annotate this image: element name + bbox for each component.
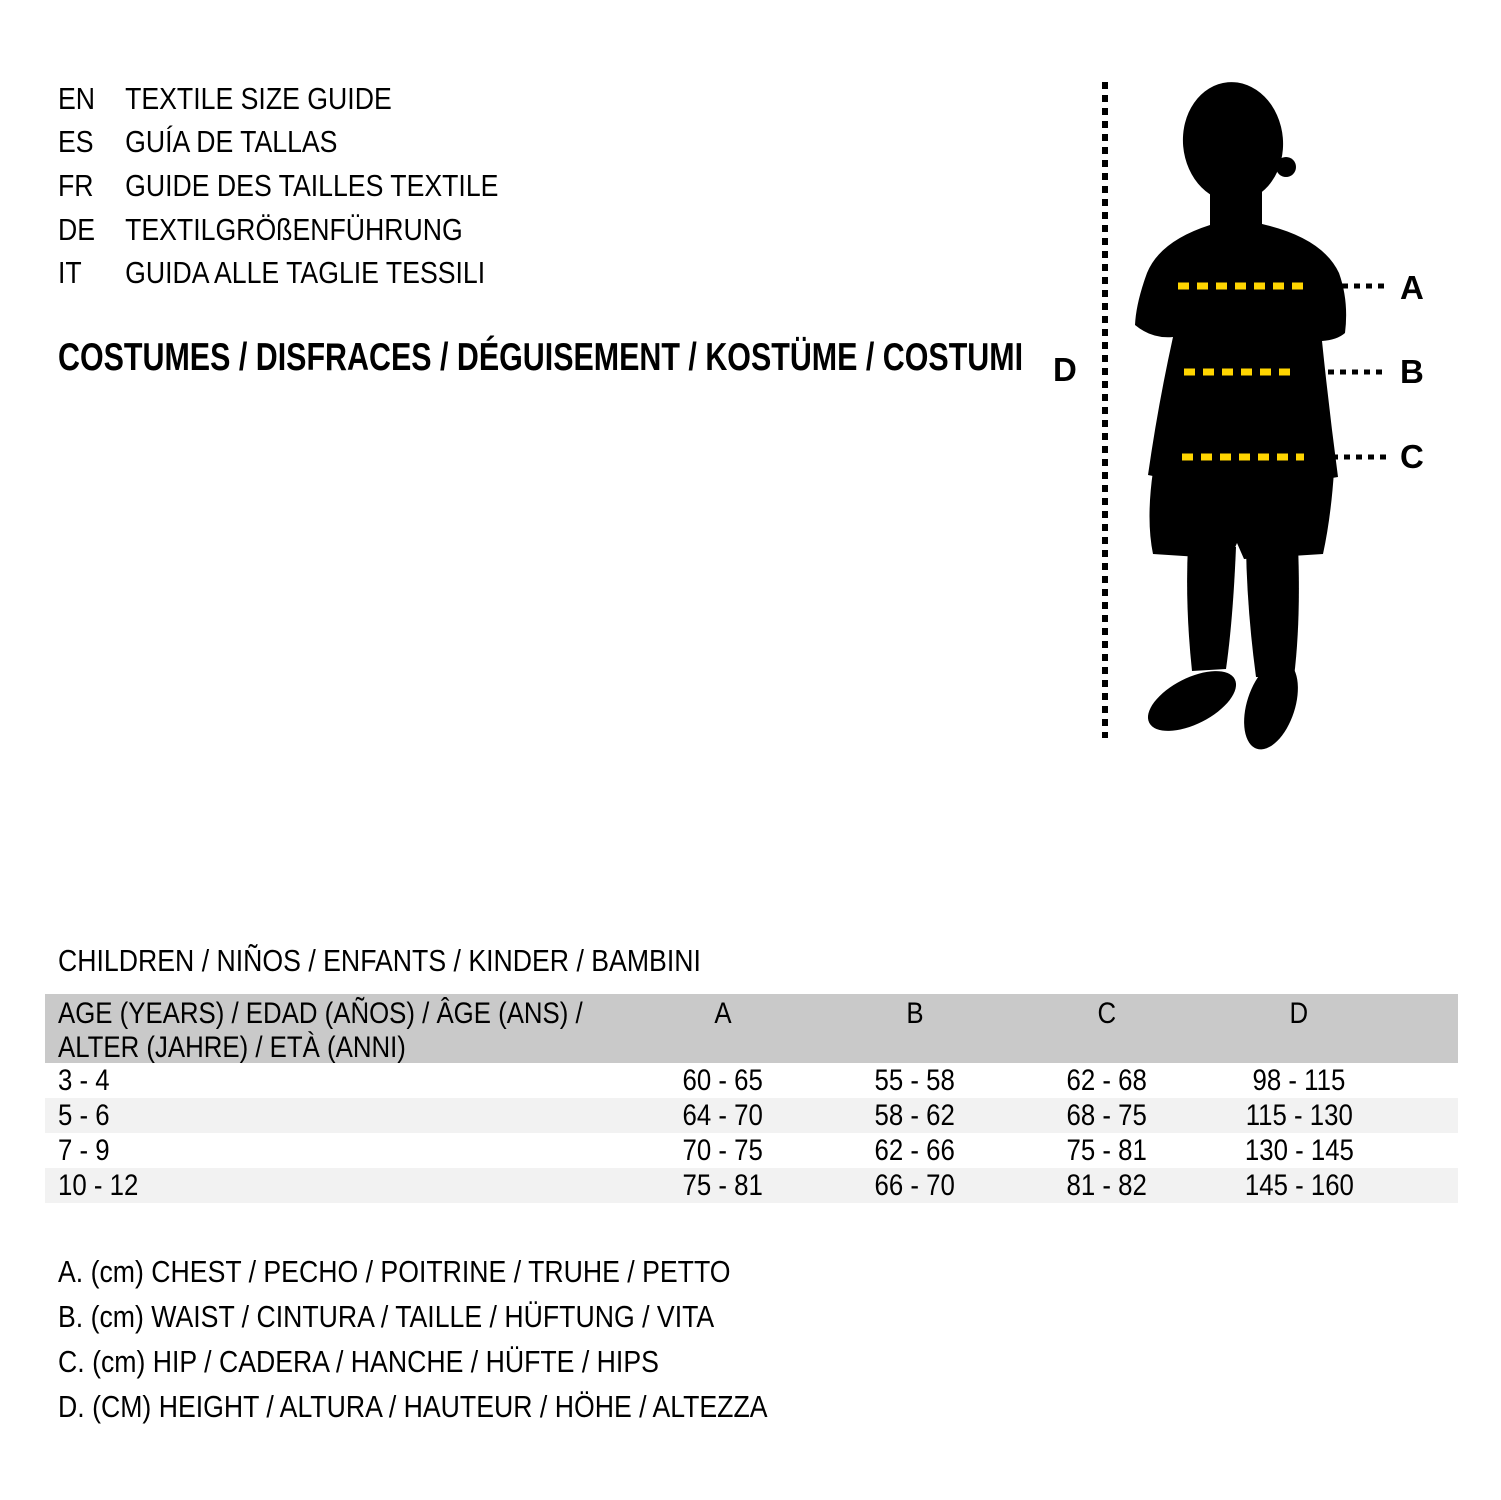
language-code: IT	[58, 255, 82, 291]
height-range-cell	[1203, 1098, 1395, 1133]
table-row	[45, 1133, 1458, 1168]
height-range-value: 145 - 160	[1244, 1169, 1354, 1202]
category-title-text: COSTUMES / DISFRACES / DÉGUISEMENT / KOSTÜME / COSTUMI	[58, 336, 1024, 379]
height-range-cell	[1203, 1133, 1395, 1168]
label-waist-b: B	[1400, 353, 1424, 390]
language-code: ES	[58, 124, 94, 160]
legend-waist-text: B. (cm) WAIST / CINTURA / TAILLE / HÜFTUNG / VITA	[58, 1299, 715, 1334]
table-row	[45, 1098, 1458, 1133]
age-cell	[45, 1133, 627, 1168]
col-header-a	[627, 994, 819, 1065]
age-cell	[45, 1098, 627, 1133]
waist-range-cell	[819, 1168, 1011, 1203]
language-row	[58, 208, 570, 252]
chest-range-value: 64 - 70	[682, 1099, 764, 1132]
waist-range-value: 62 - 66	[874, 1134, 956, 1167]
language-code: EN	[58, 80, 96, 116]
hip-range-cell	[1011, 1063, 1203, 1098]
waist-range-value: 58 - 62	[874, 1099, 956, 1132]
language-code: FR	[58, 167, 94, 203]
hip-range-value: 81 - 82	[1066, 1169, 1148, 1202]
hip-range-value: 75 - 81	[1066, 1134, 1148, 1167]
height-range-cell	[1203, 1063, 1395, 1098]
table-row	[45, 1063, 1458, 1098]
legend-height-text: D. (CM) HEIGHT / ALTURA / HAUTEUR / HÖHE / ALTEZZA	[58, 1389, 768, 1424]
language-code: DE	[58, 211, 96, 247]
spacer-cell	[1395, 1168, 1458, 1203]
chest-range-cell	[627, 1098, 819, 1133]
chest-range-value: 75 - 81	[682, 1169, 764, 1202]
age-header-cell	[45, 994, 627, 1065]
col-header-d-text: D	[1289, 997, 1309, 1030]
children-section-title-text: CHILDREN / NIÑOS / ENFANTS / KINDER / BAMBINI	[58, 943, 701, 978]
chest-range-value: 70 - 75	[682, 1134, 764, 1167]
col-header-b	[819, 994, 1011, 1065]
height-range-value: 98 - 115	[1252, 1064, 1346, 1097]
age-header-line2: ALTER (JAHRE) / ETÀ (ANNI)	[58, 1031, 406, 1064]
age-cell	[45, 1168, 627, 1203]
height-range-cell	[1203, 1168, 1395, 1203]
table-row	[45, 1168, 1458, 1203]
language-label: GUIDE DES TAILLES TEXTILE	[125, 167, 499, 203]
height-range-value: 130 - 145	[1244, 1134, 1354, 1167]
waist-range-cell	[819, 1133, 1011, 1168]
waist-range-value: 66 - 70	[874, 1169, 956, 1202]
hip-range-value: 62 - 68	[1066, 1064, 1148, 1097]
language-row	[58, 164, 570, 208]
legend-item	[58, 1249, 883, 1294]
legend-chest-text: A. (cm) CHEST / PECHO / POITRINE / TRUHE / PETTO	[58, 1254, 731, 1289]
col-header-d	[1203, 994, 1395, 1065]
hip-range-value: 68 - 75	[1066, 1099, 1148, 1132]
legend-item	[58, 1294, 883, 1339]
size-table	[45, 994, 1458, 1203]
age-value: 7 - 9	[58, 1134, 110, 1167]
language-list	[58, 77, 570, 295]
chest-range-cell	[627, 1133, 819, 1168]
header-spacer-cell	[1395, 994, 1458, 1065]
child-silhouette-icon	[1135, 78, 1346, 755]
age-value: 10 - 12	[58, 1169, 139, 1202]
chest-range-cell	[627, 1063, 819, 1098]
language-label: GUIDA ALLE TAGLIE TESSILI	[125, 255, 486, 291]
language-label: TEXTILE SIZE GUIDE	[125, 80, 392, 116]
age-header-line1: AGE (YEARS) / EDAD (AÑOS) / ÂGE (ANS) /	[58, 997, 583, 1030]
table-header-row	[45, 994, 1458, 1063]
age-value: 3 - 4	[58, 1064, 110, 1097]
hip-range-cell	[1011, 1168, 1203, 1203]
language-row	[58, 251, 570, 295]
measurement-figure	[1040, 75, 1460, 755]
age-value: 5 - 6	[58, 1099, 110, 1132]
language-row	[58, 77, 570, 121]
label-chest-a: A	[1400, 269, 1424, 306]
language-label: TEXTILGRÖßENFÜHRUNG	[125, 211, 463, 247]
col-header-b-text: B	[906, 997, 924, 1030]
label-height-d: D	[1053, 351, 1077, 388]
waist-range-cell	[819, 1098, 1011, 1133]
spacer-cell	[1395, 1133, 1458, 1168]
children-section-title	[58, 945, 806, 977]
legend-item	[58, 1384, 883, 1429]
spacer-cell	[1395, 1063, 1458, 1098]
height-range-value: 115 - 130	[1245, 1099, 1353, 1132]
hip-range-cell	[1011, 1098, 1203, 1133]
col-header-c	[1011, 994, 1203, 1065]
chest-range-cell	[627, 1168, 819, 1203]
measure-legend	[58, 1249, 883, 1429]
col-header-a-text: A	[714, 997, 732, 1030]
spacer-cell	[1395, 1098, 1458, 1133]
waist-range-value: 55 - 58	[874, 1064, 956, 1097]
chest-range-value: 60 - 65	[682, 1064, 764, 1097]
waist-range-cell	[819, 1063, 1011, 1098]
language-label: GUÍA DE TALLAS	[125, 124, 338, 160]
legend-item	[58, 1339, 883, 1384]
col-header-c-text: C	[1097, 997, 1117, 1030]
legend-hip-text: C. (cm) HIP / CADERA / HANCHE / HÜFTE / HIPS	[58, 1344, 659, 1379]
hip-range-cell	[1011, 1133, 1203, 1168]
label-hip-c: C	[1400, 438, 1424, 475]
age-cell	[45, 1063, 627, 1098]
language-row	[58, 121, 570, 165]
